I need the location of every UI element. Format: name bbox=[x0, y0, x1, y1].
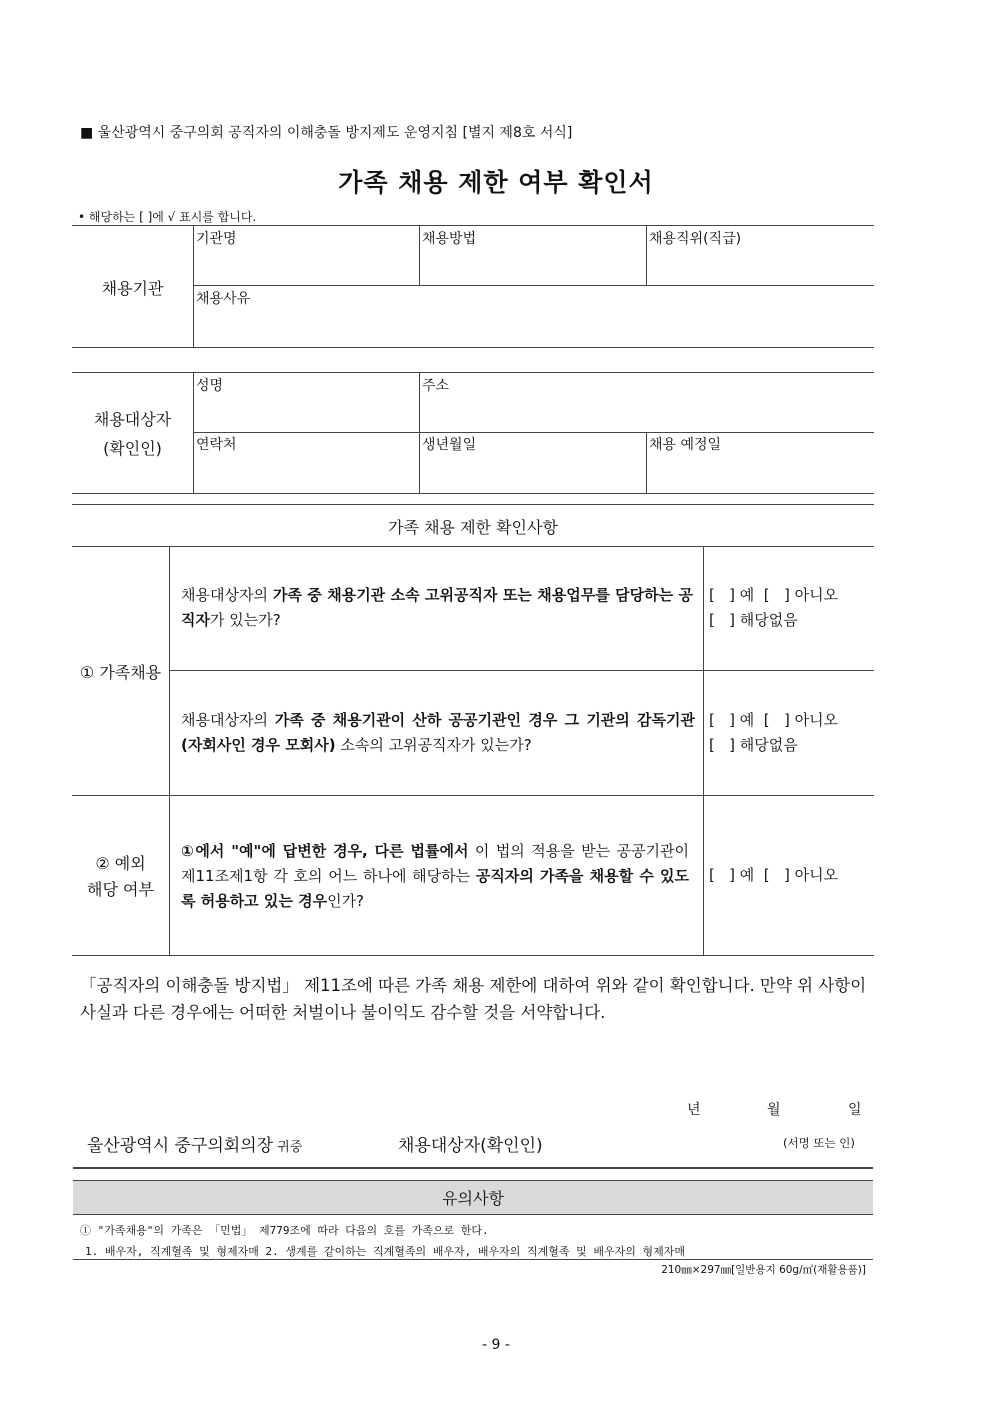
table-border bbox=[72, 504, 874, 505]
signature-field[interactable]: (서명 또는 인) bbox=[783, 1136, 855, 1150]
date-month[interactable]: 월 bbox=[767, 1102, 781, 1118]
paper-spec: 210㎜×297㎜[일반용지 60g/㎡(재활용품)] bbox=[661, 1264, 866, 1276]
date-day[interactable]: 일 bbox=[848, 1102, 862, 1118]
page-number: - 9 - bbox=[482, 1337, 510, 1353]
check-instruction: • 해당하는 [ ]에 √ 표시를 합니다. bbox=[78, 210, 257, 224]
target-label: 채용대상자 bbox=[93, 410, 172, 429]
pledge-statement: 「공직자의 이해충돌 방지법」 제11조에 따른 가족 채용 제한에 대하여 위와 같이 확인합니다. 만약 위 사항이 사실과 다른 경우에는 어떠한 처벌이나 불이익도 감수할 것을 서약합니다. bbox=[80, 976, 867, 1022]
birthdate-field[interactable]: 생년월일 bbox=[422, 437, 477, 453]
table-border bbox=[73, 1214, 873, 1215]
hiring-method-field[interactable]: 채용방법 bbox=[422, 231, 477, 247]
name-field[interactable]: 성명 bbox=[196, 378, 224, 394]
table-border bbox=[73, 1180, 873, 1181]
family-hiring-label: ① 가족채용 bbox=[79, 663, 162, 682]
table-border bbox=[72, 955, 874, 956]
table-border bbox=[646, 432, 647, 493]
caution-line-2: 1. 배우자, 직계혈족 및 형제자매 2. 생계를 같이하는 직계혈족의 배우자, 배우자의 직계혈족 및 배우자의 형제자매 bbox=[85, 1245, 685, 1258]
table-border bbox=[419, 225, 420, 285]
table-border bbox=[72, 546, 874, 547]
signer-label: 채용대상자(확인인) bbox=[398, 1136, 543, 1156]
table-border bbox=[193, 225, 194, 347]
table-border bbox=[646, 225, 647, 285]
target-label-sub: (확인인) bbox=[103, 439, 162, 458]
table-border bbox=[169, 546, 170, 955]
divider bbox=[73, 1167, 873, 1169]
table-border bbox=[169, 670, 874, 671]
table-border bbox=[193, 285, 874, 286]
agency-name-field[interactable]: 기관명 bbox=[196, 231, 237, 247]
address-field[interactable]: 주소 bbox=[422, 378, 450, 394]
caution-line-1: ① "가족채용"의 가족은 「민법」 제779조에 따라 다음의 호를 가족으로 한다. bbox=[80, 1224, 489, 1237]
question-3: ①에서 "예"에 답변한 경우, 다른 법률에서 이 법의 적용을 받는 공공기관이 제11조제1항 각 호의 어느 하나에 해당하는 공직자의 가족을 채용할 수 있도록 허용하고 있는 경우인가? bbox=[181, 842, 689, 910]
exception-label-sub: 해당 여부 bbox=[87, 880, 154, 899]
recipient: 울산광역시 중구의회의장 귀중 bbox=[87, 1136, 303, 1156]
question-1-na[interactable]: [ ] 해당없음 bbox=[709, 611, 798, 629]
contact-field[interactable]: 연락처 bbox=[196, 437, 237, 453]
table-border bbox=[73, 1259, 873, 1260]
caution-title: 유의사항 bbox=[442, 1189, 504, 1208]
question-2: 채용대상자의 가족 중 채용기관이 산하 공공기관인 경우 그 기관의 감독기관(자회사인 경우 모회사) 소속의 고위공직자가 있는가? bbox=[181, 711, 696, 754]
question-1: 채용대상자의 가족 중 채용기관 소속 고위공직자 또는 채용업무를 담당하는 공직자가 있는가? bbox=[181, 586, 693, 629]
table-border bbox=[703, 546, 704, 955]
page-title: 가족 채용 제한 여부 확인서 bbox=[338, 168, 654, 197]
agency-label: 채용기관 bbox=[101, 279, 164, 298]
date-year[interactable]: 년 bbox=[687, 1102, 701, 1118]
table-border bbox=[193, 432, 874, 433]
check-section-title: 가족 채용 제한 확인사항 bbox=[388, 518, 558, 537]
exception-label: ② 예외 bbox=[95, 854, 146, 873]
question-3-yes-no[interactable]: [ ] 예 [ ] 아니오 bbox=[709, 866, 839, 884]
question-1-yes-no[interactable]: [ ] 예 [ ] 아니오 bbox=[709, 586, 839, 604]
question-2-na[interactable]: [ ] 해당없음 bbox=[709, 736, 798, 754]
table-border bbox=[72, 493, 874, 494]
question-2-yes-no[interactable]: [ ] 예 [ ] 아니오 bbox=[709, 711, 839, 729]
table-border bbox=[72, 347, 874, 348]
expected-hire-date-field[interactable]: 채용 예정일 bbox=[649, 437, 722, 453]
hiring-position-field[interactable]: 채용직위(직급) bbox=[649, 231, 742, 247]
table-border bbox=[72, 795, 874, 796]
hiring-reason-field[interactable]: 채용사유 bbox=[196, 291, 251, 307]
form-header: ■ 울산광역시 중구의회 공직자의 이해충돌 방지제도 운영지침 [별지 제8호 서식] bbox=[80, 125, 573, 141]
